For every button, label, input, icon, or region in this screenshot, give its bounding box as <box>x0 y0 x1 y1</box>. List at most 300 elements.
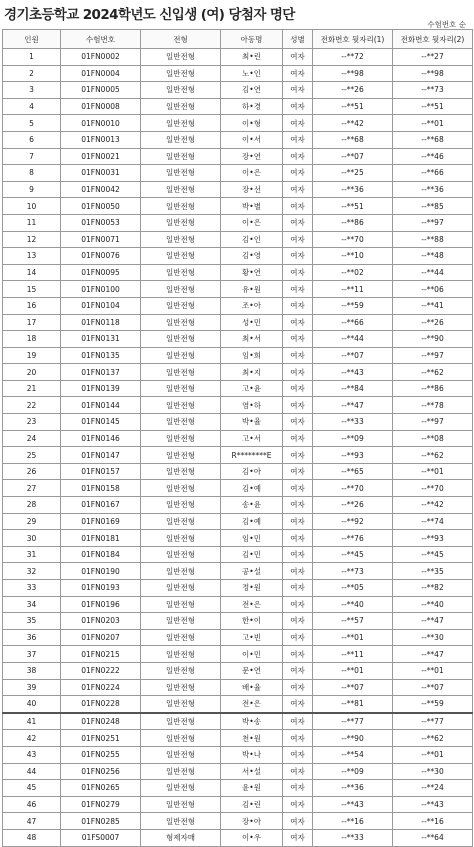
table-row <box>3 314 473 331</box>
row-number-cell: 36 <box>3 629 61 646</box>
child-name-cell: 고•서 <box>221 430 283 447</box>
phone-2-cell: --**97 <box>393 214 473 231</box>
table-row <box>3 297 473 314</box>
phone-2-cell: --**77 <box>393 713 473 730</box>
phone-1-cell: --**70 <box>313 231 393 248</box>
table-row <box>3 264 473 281</box>
phone-1-cell: --**51 <box>313 198 393 215</box>
winners-table <box>2 29 473 847</box>
admission-type-cell: 일반전형 <box>141 430 221 447</box>
exam-number-cell: 01FN0042 <box>61 181 141 198</box>
phone-1-cell: --**93 <box>313 447 393 464</box>
table-row <box>3 364 473 381</box>
row-number-cell: 46 <box>3 796 61 813</box>
header-number: 인원 <box>3 30 61 49</box>
phone-2-cell: --**30 <box>393 629 473 646</box>
table-header-row <box>3 30 473 49</box>
row-number-cell: 19 <box>3 347 61 364</box>
phone-2-cell: --**45 <box>393 546 473 563</box>
phone-2-cell: --**68 <box>393 131 473 148</box>
sort-note: 수험번호 순 <box>427 20 466 29</box>
phone-1-cell: --**73 <box>313 563 393 580</box>
table-row <box>3 181 473 198</box>
child-name-cell: 김•연 <box>221 82 283 99</box>
row-number-cell: 29 <box>3 513 61 530</box>
phone-2-cell: --**01 <box>393 662 473 679</box>
exam-number-cell: 01FN0224 <box>61 679 141 696</box>
child-name-cell: 하•경 <box>221 98 283 115</box>
gender-cell: 여자 <box>283 513 313 530</box>
phone-2-cell: --**48 <box>393 248 473 265</box>
table-row <box>3 497 473 514</box>
phone-1-cell: --**44 <box>313 331 393 348</box>
admission-type-cell: 일반전형 <box>141 331 221 348</box>
child-name-cell: 고•빈 <box>221 629 283 646</box>
table-row <box>3 613 473 630</box>
admission-type-cell: 일반전형 <box>141 397 221 414</box>
child-name-cell: 장•선 <box>221 181 283 198</box>
table-row <box>3 214 473 231</box>
phone-1-cell: --**02 <box>313 264 393 281</box>
gender-cell: 여자 <box>283 181 313 198</box>
row-number-cell: 5 <box>3 115 61 132</box>
gender-cell: 여자 <box>283 563 313 580</box>
exam-number-cell: 01FN0053 <box>61 214 141 231</box>
gender-cell: 여자 <box>283 98 313 115</box>
row-number-cell: 44 <box>3 763 61 780</box>
row-number-cell: 43 <box>3 746 61 763</box>
phone-1-cell: --**11 <box>313 646 393 663</box>
row-number-cell: 24 <box>3 430 61 447</box>
gender-cell: 여자 <box>283 596 313 613</box>
gender-cell: 여자 <box>283 65 313 82</box>
phone-1-cell: --**26 <box>313 497 393 514</box>
admission-type-cell: 일반전형 <box>141 181 221 198</box>
row-number-cell: 47 <box>3 813 61 830</box>
gender-cell: 여자 <box>283 497 313 514</box>
phone-2-cell: --**24 <box>393 780 473 797</box>
gender-cell: 여자 <box>283 397 313 414</box>
admission-type-cell: 일반전형 <box>141 165 221 182</box>
admission-type-cell: 형제자매 <box>141 829 221 846</box>
gender-cell: 여자 <box>283 763 313 780</box>
gender-cell: 여자 <box>283 347 313 364</box>
table-row <box>3 829 473 846</box>
gender-cell: 여자 <box>283 679 313 696</box>
phone-2-cell: --**78 <box>393 397 473 414</box>
phone-2-cell: --**97 <box>393 347 473 364</box>
phone-1-cell: --**11 <box>313 281 393 298</box>
exam-number-cell: 01FN0207 <box>61 629 141 646</box>
phone-2-cell: --**85 <box>393 198 473 215</box>
table-row <box>3 679 473 696</box>
row-number-cell: 1 <box>3 49 61 66</box>
gender-cell: 여자 <box>283 314 313 331</box>
admission-type-cell: 일반전형 <box>141 148 221 165</box>
table-row <box>3 281 473 298</box>
row-number-cell: 33 <box>3 580 61 597</box>
exam-number-cell: 01FN0157 <box>61 463 141 480</box>
admission-type-cell: 일반전형 <box>141 513 221 530</box>
child-name-cell: 김•예 <box>221 513 283 530</box>
gender-cell: 여자 <box>283 231 313 248</box>
exam-number-cell: 01FN0145 <box>61 414 141 431</box>
row-number-cell: 7 <box>3 148 61 165</box>
table-body <box>3 49 473 847</box>
row-number-cell: 15 <box>3 281 61 298</box>
child-name-cell: 김•아 <box>221 463 283 480</box>
admission-type-cell: 일반전형 <box>141 115 221 132</box>
admission-type-cell: 일반전형 <box>141 813 221 830</box>
table-row <box>3 513 473 530</box>
phone-2-cell: --**30 <box>393 763 473 780</box>
child-name-cell: 송•윤 <box>221 497 283 514</box>
child-name-cell: 박•송 <box>221 713 283 730</box>
child-name-cell: 천•원 <box>221 730 283 747</box>
row-number-cell: 8 <box>3 165 61 182</box>
phone-1-cell: --**59 <box>313 297 393 314</box>
exam-number-cell: 01FN0135 <box>61 347 141 364</box>
exam-number-cell: 01FN0167 <box>61 497 141 514</box>
exam-number-cell: 01FN0215 <box>61 646 141 663</box>
phone-2-cell: --**16 <box>393 813 473 830</box>
phone-2-cell: --**47 <box>393 646 473 663</box>
phone-1-cell: --**70 <box>313 480 393 497</box>
gender-cell: 여자 <box>283 696 313 713</box>
phone-1-cell: --**01 <box>313 629 393 646</box>
exam-number-cell: 01FN0104 <box>61 297 141 314</box>
exam-number-cell: 01FN0013 <box>61 131 141 148</box>
exam-number-cell: 01FN0169 <box>61 513 141 530</box>
exam-number-cell: 01FN0184 <box>61 546 141 563</box>
child-name-cell: 문•연 <box>221 662 283 679</box>
phone-1-cell: --**42 <box>313 115 393 132</box>
gender-cell: 여자 <box>283 746 313 763</box>
phone-1-cell: --**25 <box>313 165 393 182</box>
admission-type-cell: 일반전형 <box>141 264 221 281</box>
exam-number-cell: 01FN0118 <box>61 314 141 331</box>
row-number-cell: 6 <box>3 131 61 148</box>
table-row <box>3 730 473 747</box>
admission-type-cell: 일반전형 <box>141 314 221 331</box>
header-gender: 성별 <box>283 30 313 49</box>
table-row <box>3 463 473 480</box>
row-number-cell: 45 <box>3 780 61 797</box>
phone-2-cell: --**51 <box>393 98 473 115</box>
row-number-cell: 35 <box>3 613 61 630</box>
table-row <box>3 763 473 780</box>
table-row <box>3 248 473 265</box>
child-name-cell: 이•서 <box>221 131 283 148</box>
gender-cell: 여자 <box>283 713 313 730</box>
row-number-cell: 20 <box>3 364 61 381</box>
child-name-cell: 이•형 <box>221 115 283 132</box>
gender-cell: 여자 <box>283 463 313 480</box>
phone-2-cell: --**01 <box>393 746 473 763</box>
gender-cell: 여자 <box>283 629 313 646</box>
table-row <box>3 198 473 215</box>
table-row <box>3 414 473 431</box>
table-row <box>3 563 473 580</box>
exam-number-cell: 01FN0002 <box>61 49 141 66</box>
phone-2-cell: --**73 <box>393 82 473 99</box>
phone-1-cell: --**43 <box>313 796 393 813</box>
gender-cell: 여자 <box>283 264 313 281</box>
child-name-cell: 황•연 <box>221 264 283 281</box>
phone-2-cell: --**44 <box>393 264 473 281</box>
child-name-cell: 전•은 <box>221 696 283 713</box>
exam-number-cell: 01FN0265 <box>61 780 141 797</box>
gender-cell: 여자 <box>283 380 313 397</box>
gender-cell: 여자 <box>283 49 313 66</box>
admission-type-cell: 일반전형 <box>141 662 221 679</box>
row-number-cell: 10 <box>3 198 61 215</box>
child-name-cell: 이•은 <box>221 165 283 182</box>
phone-1-cell: --**01 <box>313 662 393 679</box>
gender-cell: 여자 <box>283 430 313 447</box>
phone-1-cell: --**36 <box>313 181 393 198</box>
table-row <box>3 480 473 497</box>
admission-type-cell: 일반전형 <box>141 497 221 514</box>
child-name-cell: 최•지 <box>221 364 283 381</box>
gender-cell: 여자 <box>283 646 313 663</box>
admission-type-cell: 일반전형 <box>141 231 221 248</box>
phone-1-cell: --**07 <box>313 347 393 364</box>
phone-1-cell: --**66 <box>313 314 393 331</box>
row-number-cell: 41 <box>3 713 61 730</box>
child-name-cell: 김•영 <box>221 248 283 265</box>
phone-1-cell: --**65 <box>313 463 393 480</box>
phone-2-cell: --**70 <box>393 480 473 497</box>
admission-type-cell: 일반전형 <box>141 563 221 580</box>
row-number-cell: 11 <box>3 214 61 231</box>
phone-2-cell: --**74 <box>393 513 473 530</box>
row-number-cell: 42 <box>3 730 61 747</box>
gender-cell: 여자 <box>283 662 313 679</box>
phone-1-cell: --**90 <box>313 730 393 747</box>
gender-cell: 여자 <box>283 447 313 464</box>
row-number-cell: 25 <box>3 447 61 464</box>
child-name-cell: 박•나 <box>221 746 283 763</box>
gender-cell: 여자 <box>283 580 313 597</box>
table-row <box>3 49 473 66</box>
table-row <box>3 331 473 348</box>
gender-cell: 여자 <box>283 165 313 182</box>
child-name-cell: 임•민 <box>221 530 283 547</box>
exam-number-cell: 01FN0158 <box>61 480 141 497</box>
gender-cell: 여자 <box>283 82 313 99</box>
phone-2-cell: --**98 <box>393 65 473 82</box>
admission-type-cell: 일반전형 <box>141 780 221 797</box>
exam-number-cell: 01FN0193 <box>61 580 141 597</box>
child-name-cell: 김•민 <box>221 546 283 563</box>
row-number-cell: 18 <box>3 331 61 348</box>
gender-cell: 여자 <box>283 364 313 381</box>
admission-type-cell: 일반전형 <box>141 613 221 630</box>
child-name-cell: 김•인 <box>221 231 283 248</box>
phone-2-cell: --**62 <box>393 447 473 464</box>
exam-number-cell: 01FN0008 <box>61 98 141 115</box>
admission-type-cell: 일반전형 <box>141 679 221 696</box>
table-row <box>3 65 473 82</box>
admission-type-cell: 일반전형 <box>141 629 221 646</box>
exam-number-cell: 01FN0095 <box>61 264 141 281</box>
exam-number-cell: 01FN0010 <box>61 115 141 132</box>
phone-1-cell: --**98 <box>313 65 393 82</box>
row-number-cell: 27 <box>3 480 61 497</box>
child-name-cell: 장•연 <box>221 148 283 165</box>
phone-1-cell: --**40 <box>313 596 393 613</box>
phone-1-cell: --**92 <box>313 513 393 530</box>
table-row <box>3 796 473 813</box>
phone-2-cell: --**62 <box>393 730 473 747</box>
admission-type-cell: 일반전형 <box>141 646 221 663</box>
admission-type-cell: 일반전형 <box>141 131 221 148</box>
gender-cell: 여자 <box>283 198 313 215</box>
table-row <box>3 713 473 730</box>
row-number-cell: 12 <box>3 231 61 248</box>
gender-cell: 여자 <box>283 813 313 830</box>
phone-1-cell: --**81 <box>313 696 393 713</box>
phone-1-cell: --**54 <box>313 746 393 763</box>
table-row <box>3 347 473 364</box>
gender-cell: 여자 <box>283 613 313 630</box>
child-name-cell: 유•원 <box>221 281 283 298</box>
phone-2-cell: --**08 <box>393 430 473 447</box>
row-number-cell: 39 <box>3 679 61 696</box>
admission-type-cell: 일반전형 <box>141 447 221 464</box>
row-number-cell: 13 <box>3 248 61 265</box>
table-row <box>3 397 473 414</box>
exam-number-cell: 01FS0007 <box>61 829 141 846</box>
exam-number-cell: 01FN0248 <box>61 713 141 730</box>
exam-number-cell: 01FN0144 <box>61 397 141 414</box>
exam-number-cell: 01FN0251 <box>61 730 141 747</box>
exam-number-cell: 01FN0137 <box>61 364 141 381</box>
table-row <box>3 780 473 797</box>
phone-1-cell: --**84 <box>313 380 393 397</box>
admission-type-cell: 일반전형 <box>141 530 221 547</box>
table-row <box>3 82 473 99</box>
exam-number-cell: 01FN0147 <box>61 447 141 464</box>
row-number-cell: 38 <box>3 662 61 679</box>
exam-number-cell: 01FN0190 <box>61 563 141 580</box>
phone-2-cell: --**01 <box>393 463 473 480</box>
row-number-cell: 23 <box>3 414 61 431</box>
admission-type-cell: 일반전형 <box>141 480 221 497</box>
phone-1-cell: --**33 <box>313 414 393 431</box>
table-row <box>3 380 473 397</box>
row-number-cell: 34 <box>3 596 61 613</box>
gender-cell: 여자 <box>283 546 313 563</box>
gender-cell: 여자 <box>283 829 313 846</box>
row-number-cell: 9 <box>3 181 61 198</box>
phone-2-cell: --**35 <box>393 563 473 580</box>
row-number-cell: 21 <box>3 380 61 397</box>
gender-cell: 여자 <box>283 530 313 547</box>
admission-type-cell: 일반전형 <box>141 281 221 298</box>
phone-2-cell: --**01 <box>393 115 473 132</box>
child-name-cell: 고•윤 <box>221 380 283 397</box>
admission-type-cell: 일반전형 <box>141 49 221 66</box>
gender-cell: 여자 <box>283 131 313 148</box>
admission-type-cell: 일반전형 <box>141 364 221 381</box>
phone-2-cell: --**47 <box>393 613 473 630</box>
row-number-cell: 14 <box>3 264 61 281</box>
phone-2-cell: --**46 <box>393 148 473 165</box>
table-row <box>3 98 473 115</box>
admission-type-cell: 일반전형 <box>141 297 221 314</box>
child-name-cell: 김•예 <box>221 480 283 497</box>
phone-2-cell: --**86 <box>393 380 473 397</box>
admission-type-cell: 일반전형 <box>141 696 221 713</box>
exam-number-cell: 01FN0222 <box>61 662 141 679</box>
admission-type-cell: 일반전형 <box>141 414 221 431</box>
gender-cell: 여자 <box>283 214 313 231</box>
phone-2-cell: --**82 <box>393 580 473 597</box>
child-name-cell: 최•서 <box>221 331 283 348</box>
phone-1-cell: --**43 <box>313 364 393 381</box>
admission-type-cell: 일반전형 <box>141 198 221 215</box>
row-number-cell: 37 <box>3 646 61 663</box>
header-phone-1: 전화번호 뒷자리(1) <box>313 30 393 49</box>
gender-cell: 여자 <box>283 414 313 431</box>
phone-1-cell: --**72 <box>313 49 393 66</box>
child-name-cell: 이•우 <box>221 829 283 846</box>
admission-type-cell: 일반전형 <box>141 65 221 82</box>
header-admission-type: 전형 <box>141 30 221 49</box>
header-child-name: 아동명 <box>221 30 283 49</box>
gender-cell: 여자 <box>283 730 313 747</box>
child-name-cell: 김•린 <box>221 796 283 813</box>
phone-2-cell: --**64 <box>393 829 473 846</box>
exam-number-cell: 01FN0139 <box>61 380 141 397</box>
phone-1-cell: --**09 <box>313 763 393 780</box>
table-row <box>3 165 473 182</box>
child-name-cell: 한•이 <box>221 613 283 630</box>
child-name-cell: 박•별 <box>221 198 283 215</box>
row-number-cell: 48 <box>3 829 61 846</box>
phone-2-cell: --**07 <box>393 679 473 696</box>
row-number-cell: 4 <box>3 98 61 115</box>
phone-1-cell: --**51 <box>313 98 393 115</box>
header-phone-2: 전화번호 뒷자리(2) <box>393 30 473 49</box>
row-number-cell: 2 <box>3 65 61 82</box>
exam-number-cell: 01FN0279 <box>61 796 141 813</box>
row-number-cell: 26 <box>3 463 61 480</box>
child-name-cell: 노•인 <box>221 65 283 82</box>
phone-2-cell: --**59 <box>393 696 473 713</box>
phone-2-cell: --**43 <box>393 796 473 813</box>
admission-type-cell: 일반전형 <box>141 596 221 613</box>
child-name-cell: 최•린 <box>221 49 283 66</box>
gender-cell: 여자 <box>283 281 313 298</box>
admission-type-cell: 일반전형 <box>141 730 221 747</box>
gender-cell: 여자 <box>283 331 313 348</box>
table-row <box>3 447 473 464</box>
table-row <box>3 231 473 248</box>
table-row <box>3 131 473 148</box>
exam-number-cell: 01FN0285 <box>61 813 141 830</box>
phone-2-cell: --**41 <box>393 297 473 314</box>
phone-1-cell: --**26 <box>313 82 393 99</box>
phone-2-cell: --**90 <box>393 331 473 348</box>
gender-cell: 여자 <box>283 796 313 813</box>
child-name-cell: 임•희 <box>221 347 283 364</box>
row-number-cell: 17 <box>3 314 61 331</box>
phone-1-cell: --**47 <box>313 397 393 414</box>
phone-2-cell: --**62 <box>393 364 473 381</box>
